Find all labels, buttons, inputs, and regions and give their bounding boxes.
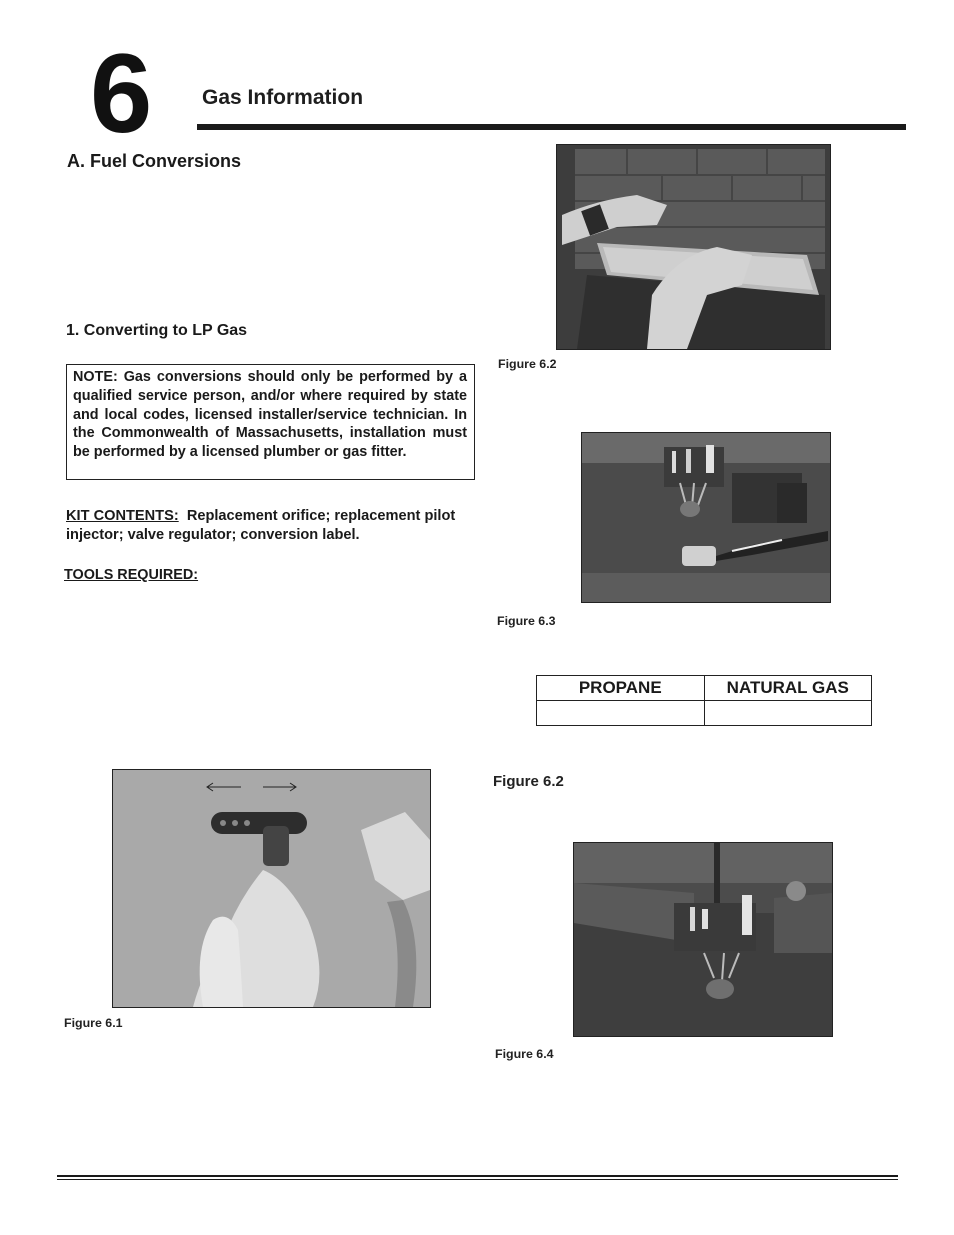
figure-6-1-caption: Figure 6.1 (64, 1016, 123, 1030)
kit-contents-label: KIT CONTENTS: (66, 508, 179, 524)
figure-6-4-photo (573, 842, 833, 1037)
title-rule (197, 124, 906, 130)
figure-6-3-caption: Figure 6.3 (497, 614, 556, 628)
propane-header: PROPANE (537, 676, 705, 701)
chapter-number: 6 (90, 31, 151, 156)
bottom-rule (57, 1175, 898, 1177)
figure-6-2-photo (556, 144, 831, 350)
natural-gas-header: NATURAL GAS (704, 676, 872, 701)
tools-required-label: TOOLS REQUIRED: (64, 567, 199, 583)
section-heading: A. Fuel Conversions (67, 151, 242, 171)
figure-6-4-caption: Figure 6.4 (495, 1047, 554, 1061)
fuel-table (536, 675, 872, 726)
kit-contents-text: Replacement orifice; replacement pilot injector; valve regulator; conversion label. (66, 508, 456, 543)
figure-6-3-photo (581, 432, 831, 603)
figure-6-1-photo (112, 769, 431, 1008)
figure-6-2-second-caption: Figure 6.2 (493, 773, 564, 790)
kit-contents (66, 507, 456, 545)
chapter-title: Gas Information (202, 86, 364, 109)
sub-heading: 1. Converting to LP Gas (66, 322, 248, 339)
natural-gas-cell (704, 701, 872, 726)
bottom-rule-thin (57, 1179, 898, 1180)
figure-6-2-caption: Figure 6.2 (498, 357, 557, 371)
note-box: NOTE: Gas conversions should only be performed by a qualified service person, and/or where required by state and local codes, licensed installer/service technician. In the Commonwealth of Massachusetts, installation must be performed by a licensed plumber or gas fitter. (66, 364, 475, 480)
propane-cell (537, 701, 705, 726)
